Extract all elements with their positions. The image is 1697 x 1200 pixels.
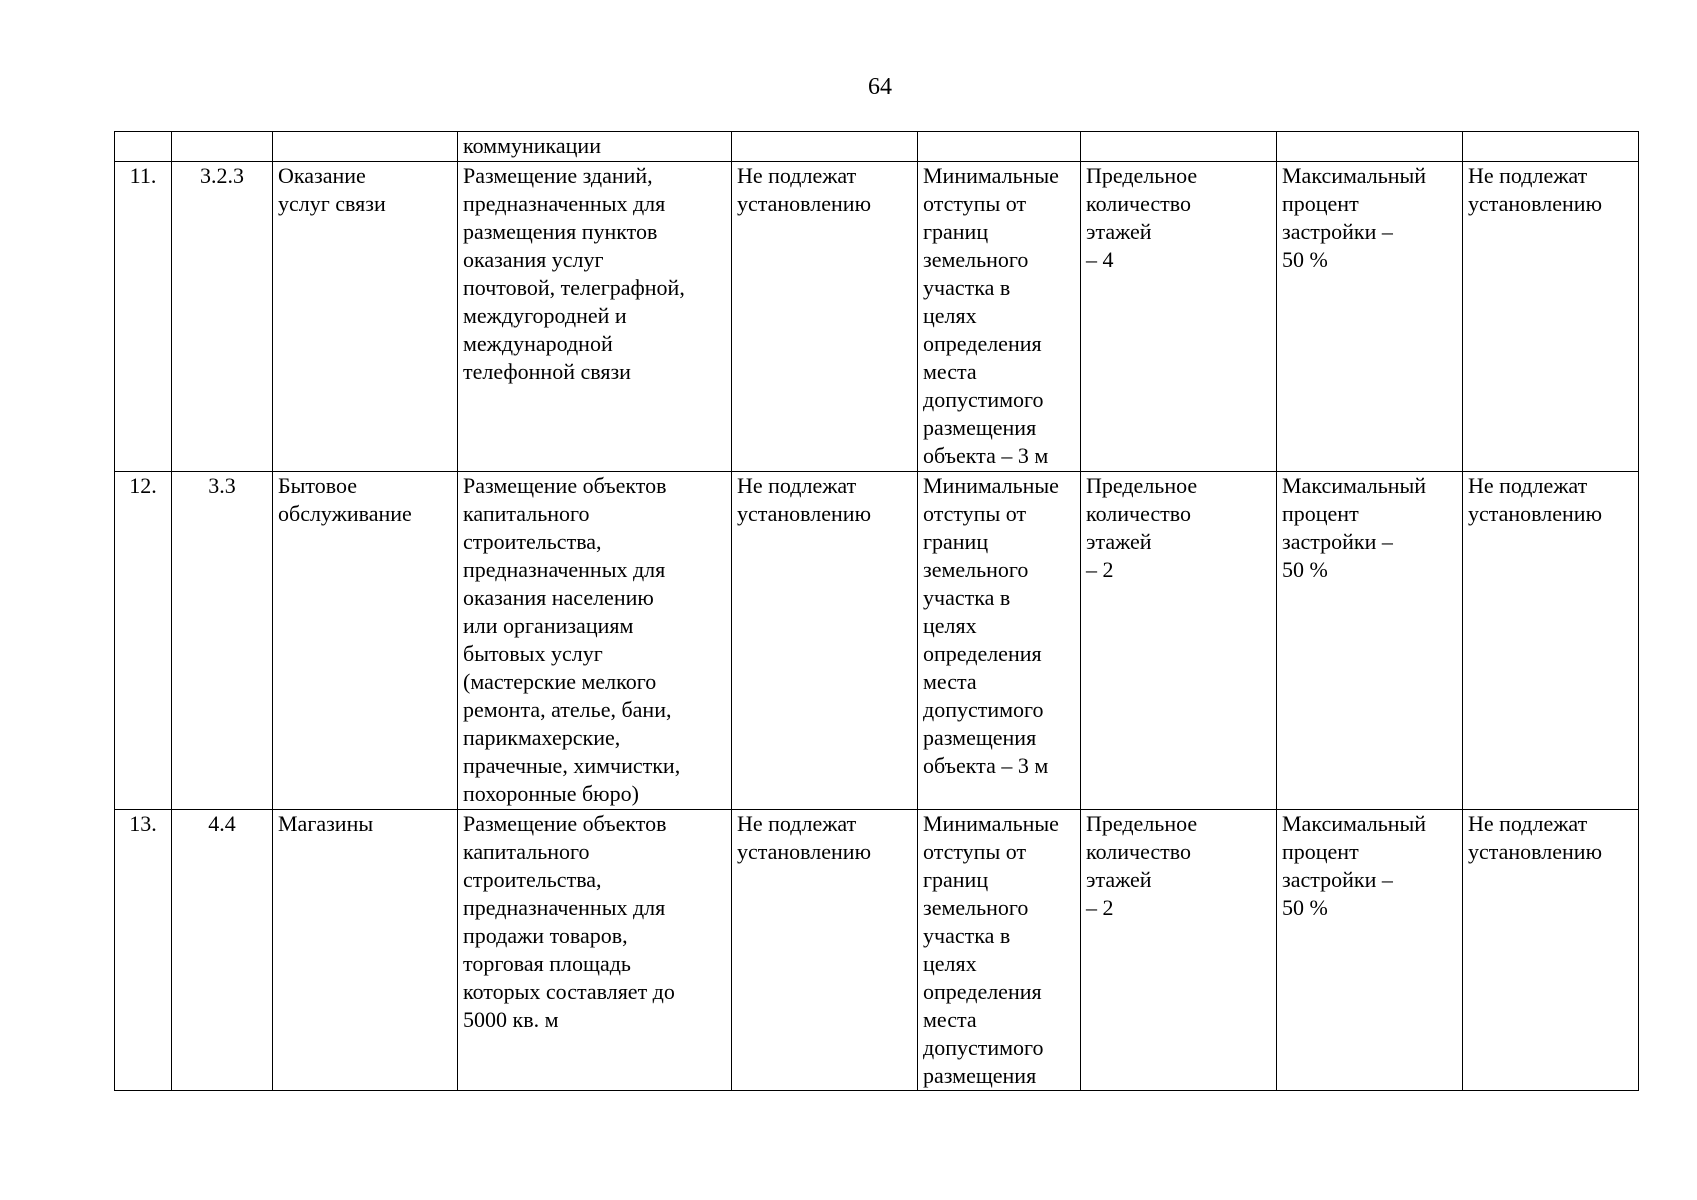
cell-number: [115, 132, 172, 162]
cell-col5: Не подлежат установлению: [732, 810, 918, 1091]
cell-setbacks: [918, 132, 1081, 162]
cell-col5: [732, 132, 918, 162]
cell-col9: [1463, 132, 1639, 162]
table-row-13: [115, 810, 1639, 1091]
cell-use-description: коммуникации: [458, 132, 732, 162]
cell-code: 4.4: [172, 810, 273, 1091]
cell-setbacks: Минимальные отступы от границ земельного участка в целях определения места допустимого размещения: [918, 810, 1081, 1091]
cell-col9: Не подлежат установлению: [1463, 472, 1639, 810]
cell-col5: Не подлежат установлению: [732, 472, 918, 810]
cell-number: 11.: [115, 162, 172, 472]
cell-coverage: Максимальный процент застройки – 50 %: [1277, 472, 1463, 810]
cell-code: 3.3: [172, 472, 273, 810]
cell-coverage: Максимальный процент застройки – 50 %: [1277, 810, 1463, 1091]
cell-use-name: Бытовое обслуживание: [273, 472, 458, 810]
cell-number: 12.: [115, 472, 172, 810]
cell-col5: Не подлежат установлению: [732, 162, 918, 472]
table-row-continued: [115, 132, 1639, 162]
land-use-table: [114, 131, 1639, 1091]
cell-use-description: Размещение объектов капитального строительства, предназначенных для оказания населению или организациям бытовых услуг (мастерские мелкого ремонта, ателье, бани, парикмахерские, прачечные, химчистки, похоронные бюро): [458, 472, 732, 810]
cell-setbacks: Минимальные отступы от границ земельного участка в целях определения места допустимого размещения объекта – 3 м: [918, 162, 1081, 472]
cell-code: 3.2.3: [172, 162, 273, 472]
cell-floors: Предельное количество этажей – 4: [1081, 162, 1277, 472]
cell-coverage: [1277, 132, 1463, 162]
cell-number: 13.: [115, 810, 172, 1091]
page-number: 64: [868, 74, 892, 100]
table-row-11: [115, 162, 1639, 472]
table-row-12: [115, 472, 1639, 810]
cell-use-name: Оказание услуг связи: [273, 162, 458, 472]
cell-floors: Предельное количество этажей – 2: [1081, 810, 1277, 1091]
cell-use-description: Размещение объектов капитального строительства, предназначенных для продажи товаров, торговая площадь которых составляет до 5000 кв. м: [458, 810, 732, 1091]
cell-col9: Не подлежат установлению: [1463, 810, 1639, 1091]
cell-code: [172, 132, 273, 162]
cell-setbacks: Минимальные отступы от границ земельного участка в целях определения места допустимого размещения объекта – 3 м: [918, 472, 1081, 810]
cell-use-name: Магазины: [273, 810, 458, 1091]
cell-floors: [1081, 132, 1277, 162]
cell-use-description: Размещение зданий, предназначенных для размещения пунктов оказания услуг почтовой, телеграфной, междугородней и международной телефонной связи: [458, 162, 732, 472]
cell-use-name: [273, 132, 458, 162]
cell-col9: Не подлежат установлению: [1463, 162, 1639, 472]
cell-coverage: Максимальный процент застройки – 50 %: [1277, 162, 1463, 472]
cell-floors: Предельное количество этажей – 2: [1081, 472, 1277, 810]
